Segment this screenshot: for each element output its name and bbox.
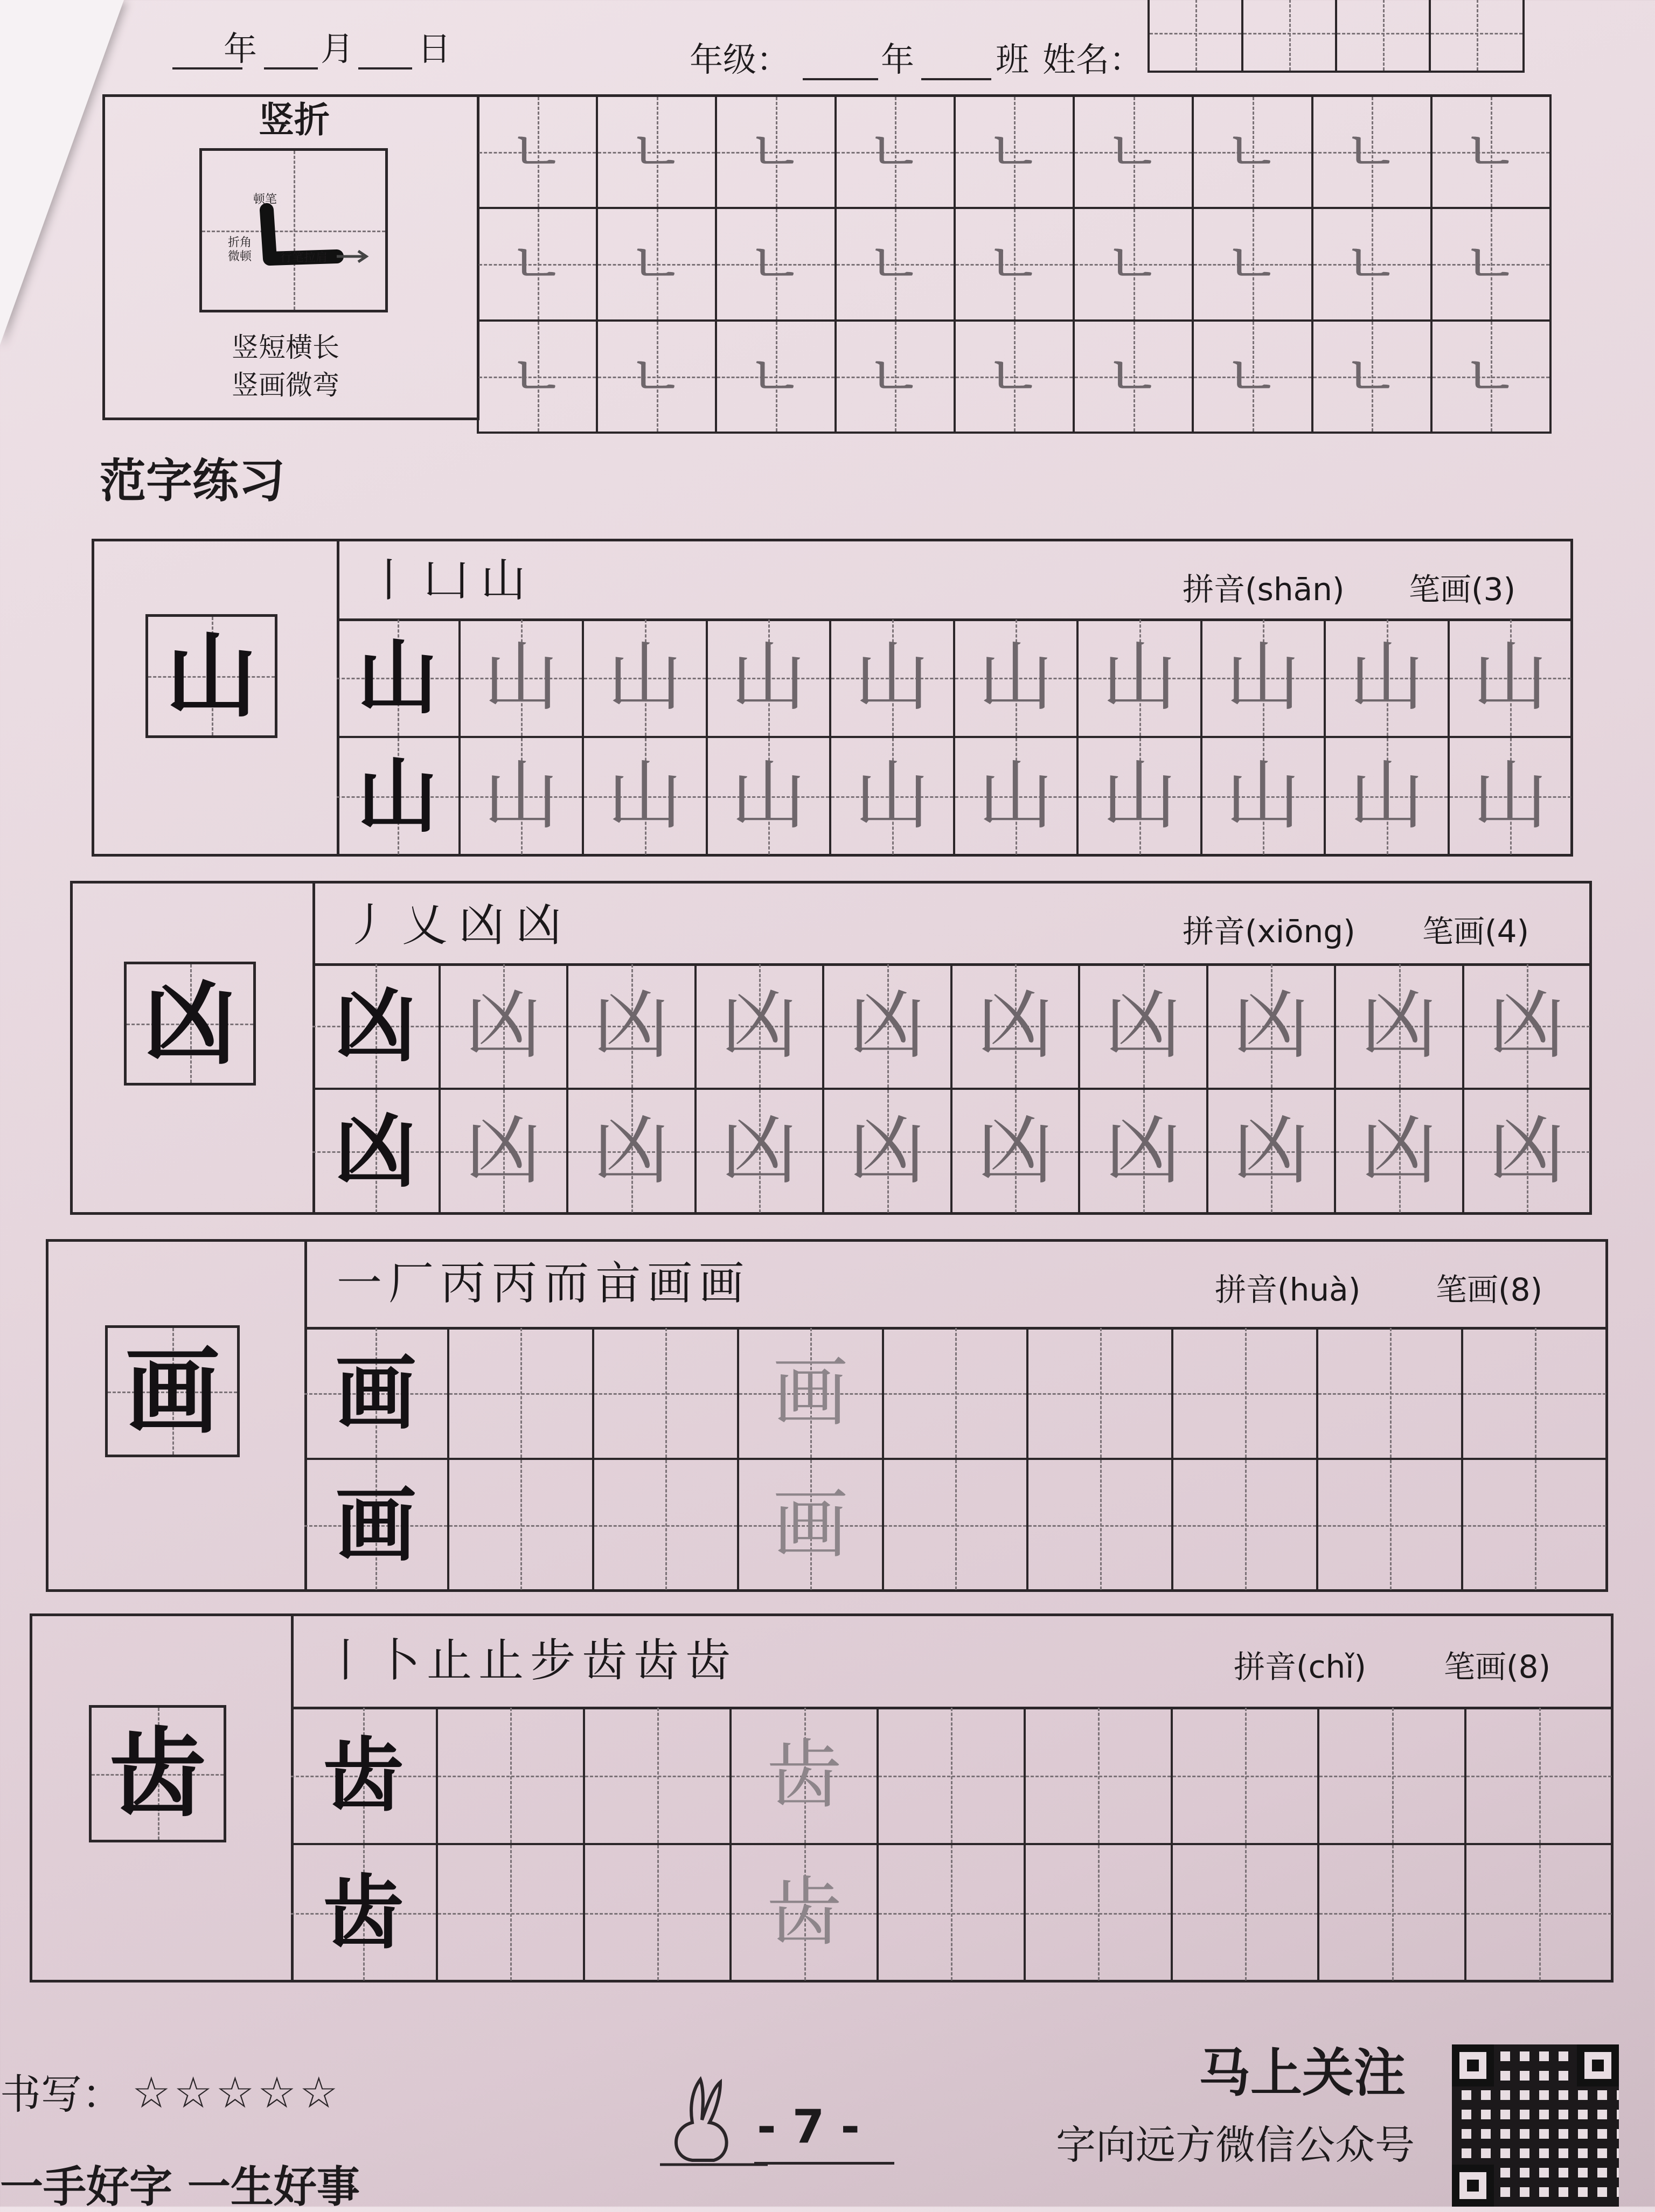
stroke-order-step: 丨 bbox=[323, 1634, 375, 1687]
writing-cell[interactable] bbox=[441, 964, 569, 1090]
stroke-practice-cell[interactable] bbox=[1075, 322, 1194, 434]
writing-cell[interactable] bbox=[1336, 964, 1464, 1090]
grade-year-label: 年 bbox=[881, 40, 915, 79]
writing-cell[interactable] bbox=[441, 1090, 569, 1215]
practice-stroke: ㄴ bbox=[1462, 229, 1520, 299]
writing-cell[interactable] bbox=[584, 620, 708, 738]
practice-stroke: ㄴ bbox=[1223, 117, 1282, 187]
stroke-order-step: 厂 bbox=[388, 1257, 441, 1310]
stroke-order-step: 而 bbox=[544, 1257, 596, 1310]
writing-cell[interactable] bbox=[1450, 738, 1574, 857]
practice-stroke: ㄴ bbox=[1343, 342, 1401, 411]
writing-grid[interactable] bbox=[291, 1708, 1614, 1983]
follow-title: 马上关注 bbox=[1199, 2043, 1406, 2103]
writing-cell[interactable] bbox=[1466, 1845, 1614, 1983]
writing-cell[interactable] bbox=[879, 1845, 1026, 1983]
writing-grid[interactable] bbox=[304, 1328, 1608, 1592]
handwritten-char: 凶 bbox=[1105, 1107, 1181, 1195]
writing-cell[interactable] bbox=[304, 1460, 449, 1592]
writing-cell[interactable] bbox=[449, 1460, 594, 1592]
handwritten-char: 凶 bbox=[1489, 982, 1565, 1070]
writing-cell[interactable] bbox=[697, 1090, 825, 1215]
practice-stroke: ㄴ bbox=[985, 117, 1043, 187]
model-char: 齿 bbox=[323, 1728, 404, 1823]
writing-cell[interactable] bbox=[1079, 620, 1202, 738]
writing-cell[interactable] bbox=[585, 1845, 732, 1983]
writing-cell[interactable] bbox=[568, 964, 697, 1090]
practice-title: 范字练习 bbox=[100, 454, 285, 508]
writing-cell[interactable] bbox=[1319, 1708, 1466, 1845]
practice-stroke: ㄴ bbox=[1104, 229, 1162, 299]
writing-cell[interactable] bbox=[449, 1328, 594, 1460]
name-cell[interactable] bbox=[1150, 0, 1243, 73]
stroke-practice-cell[interactable] bbox=[717, 322, 836, 434]
writing-cell[interactable] bbox=[438, 1845, 585, 1983]
practice-stroke: ㄴ bbox=[1343, 117, 1401, 187]
writing-cell[interactable] bbox=[1336, 1090, 1464, 1215]
stroke-practice-cell[interactable] bbox=[956, 322, 1075, 434]
sample-char-box bbox=[124, 962, 256, 1086]
writing-cell[interactable] bbox=[1326, 738, 1450, 857]
writing-grid[interactable] bbox=[337, 620, 1573, 857]
page-number: - 7 - bbox=[757, 2100, 860, 2154]
handwritten-char: 凶 bbox=[977, 982, 1053, 1070]
writing-cell[interactable] bbox=[708, 738, 832, 857]
sample-char: 凶 bbox=[144, 970, 236, 1077]
stroke-practice-cell[interactable] bbox=[1075, 209, 1194, 321]
writing-cell[interactable] bbox=[1318, 1328, 1463, 1460]
follow-subtitle: 字向远方微信公众号 bbox=[1056, 2122, 1415, 2168]
stroke-order-step: 丨 bbox=[366, 554, 424, 607]
day-label: 日 bbox=[418, 29, 451, 68]
writing-cell[interactable] bbox=[1080, 1090, 1208, 1215]
stroke-practice-cell[interactable] bbox=[479, 322, 598, 434]
practice-stroke: ㄴ bbox=[509, 342, 566, 411]
writing-cell[interactable] bbox=[291, 1708, 438, 1845]
name-label: 姓名： bbox=[1042, 40, 1143, 79]
model-char: 画 bbox=[335, 1477, 416, 1573]
handwritten-char: 山 bbox=[1225, 752, 1301, 840]
stroke-practice-cell[interactable] bbox=[1433, 209, 1552, 321]
model-char: 齿 bbox=[323, 1865, 404, 1960]
handwritten-char: 山 bbox=[483, 752, 559, 840]
writing-cell[interactable] bbox=[1208, 964, 1337, 1090]
practice-stroke: ㄴ bbox=[866, 229, 924, 299]
rabbit-icon bbox=[660, 2069, 768, 2171]
diagram-label-dun: 顿笔 bbox=[253, 193, 277, 206]
writing-cell[interactable] bbox=[831, 738, 955, 857]
handwritten-char: 凶 bbox=[721, 982, 797, 1070]
rating-label: 书写： bbox=[0, 2070, 123, 2118]
page-underline bbox=[754, 2162, 894, 2165]
trace-char: 齿 bbox=[766, 1731, 842, 1819]
slogan: 一手好字 一生好事 bbox=[0, 2162, 360, 2212]
writing-cell[interactable] bbox=[952, 964, 1081, 1090]
writing-cell[interactable] bbox=[1028, 1460, 1173, 1592]
model-char: 山 bbox=[357, 749, 438, 844]
model-char: 山 bbox=[357, 630, 438, 725]
stroke-practice-cell[interactable] bbox=[1194, 322, 1313, 434]
handwritten-char: 凶 bbox=[849, 1107, 925, 1195]
writing-cell[interactable] bbox=[831, 620, 955, 738]
writing-cell[interactable] bbox=[952, 1090, 1081, 1215]
stroke-practice-cell[interactable] bbox=[1313, 97, 1433, 209]
trace-char: 齿 bbox=[766, 1868, 842, 1957]
handwritten-char: 凶 bbox=[465, 982, 541, 1070]
trace-char: 画 bbox=[773, 1348, 849, 1437]
stroke-order-step: 一 bbox=[337, 1257, 389, 1310]
writing-cell[interactable] bbox=[304, 1328, 449, 1460]
name-cell[interactable] bbox=[1243, 0, 1337, 73]
practice-stroke: ㄴ bbox=[985, 342, 1043, 411]
writing-cell[interactable] bbox=[594, 1328, 739, 1460]
stroke-practice-cell[interactable] bbox=[1313, 209, 1433, 321]
writing-cell[interactable] bbox=[1318, 1460, 1463, 1592]
handwritten-char: 凶 bbox=[465, 1107, 541, 1195]
stroke-order-step: 山 bbox=[481, 554, 538, 607]
practice-stroke: ㄴ bbox=[628, 229, 685, 299]
handwritten-char: 凶 bbox=[1233, 1107, 1309, 1195]
writing-cell[interactable] bbox=[1464, 1090, 1593, 1215]
grade-label: 年级： bbox=[690, 40, 790, 79]
writing-cell[interactable] bbox=[1464, 964, 1593, 1090]
stroke-order-step: 止 bbox=[427, 1634, 479, 1687]
writing-cell[interactable] bbox=[955, 620, 1079, 738]
writing-cell[interactable] bbox=[291, 1845, 438, 1983]
stroke-order-step: 齿 bbox=[685, 1634, 738, 1687]
practice-stroke: ㄴ bbox=[509, 117, 566, 187]
month-label: 月 bbox=[321, 29, 354, 68]
stroke-practice-cell[interactable] bbox=[598, 97, 717, 209]
sample-char-box bbox=[105, 1325, 240, 1457]
handwritten-char: 凶 bbox=[1489, 1107, 1565, 1195]
writing-cell[interactable] bbox=[884, 1460, 1029, 1592]
stroke-count-label: 笔画(4) bbox=[1422, 913, 1529, 950]
stroke-order-step: 丿 bbox=[345, 899, 402, 951]
writing-cell[interactable] bbox=[438, 1708, 585, 1845]
handwritten-char: 山 bbox=[1348, 752, 1424, 840]
writing-cell[interactable] bbox=[337, 620, 461, 738]
writing-cell[interactable] bbox=[1208, 1090, 1337, 1215]
practice-stroke: ㄴ bbox=[747, 342, 805, 411]
writing-cell[interactable] bbox=[739, 1328, 884, 1460]
writing-cell[interactable] bbox=[594, 1460, 739, 1592]
stroke-order-step: 齿 bbox=[634, 1634, 686, 1687]
stroke-tip-1: 竖短横长 bbox=[232, 332, 339, 363]
practice-stroke: ㄴ bbox=[985, 229, 1043, 299]
trace-char: 画 bbox=[773, 1480, 849, 1569]
writing-cell[interactable] bbox=[1450, 620, 1574, 738]
pinyin-label: 拼音(chǐ) bbox=[1234, 1648, 1367, 1685]
stroke-order-step: 丙 bbox=[492, 1257, 544, 1310]
writing-cell[interactable] bbox=[337, 738, 461, 857]
qr-finder bbox=[1452, 2044, 1494, 2086]
handwritten-char: 山 bbox=[1348, 634, 1424, 721]
handwritten-char: 山 bbox=[607, 752, 683, 840]
practice-stroke: ㄴ bbox=[1223, 229, 1282, 299]
sample-char-box bbox=[89, 1705, 226, 1842]
writing-cell[interactable] bbox=[1463, 1460, 1608, 1592]
stroke-diagram bbox=[199, 148, 388, 312]
practice-stroke: ㄴ bbox=[747, 117, 805, 187]
writing-cell[interactable] bbox=[732, 1708, 879, 1845]
stroke-order-step: 画 bbox=[647, 1257, 699, 1310]
stroke-practice-cell[interactable] bbox=[956, 97, 1075, 209]
writing-cell[interactable] bbox=[1173, 1845, 1320, 1983]
handwritten-char: 凶 bbox=[1105, 982, 1181, 1070]
stroke-practice-cell[interactable] bbox=[479, 97, 598, 209]
stroke-order-step: 齿 bbox=[582, 1634, 634, 1687]
writing-cell[interactable] bbox=[955, 738, 1079, 857]
writing-cell[interactable] bbox=[312, 1090, 441, 1215]
handwritten-char: 山 bbox=[978, 634, 1054, 721]
writing-cell[interactable] bbox=[568, 1090, 697, 1215]
handwritten-char: 山 bbox=[731, 634, 806, 721]
handwritten-char: 凶 bbox=[721, 1107, 797, 1195]
qr-code[interactable] bbox=[1452, 2044, 1619, 2207]
handwritten-char: 山 bbox=[483, 634, 559, 721]
practice-stroke: ㄴ bbox=[1343, 229, 1401, 299]
handwritten-char: 山 bbox=[1101, 634, 1177, 721]
practice-stroke: ㄴ bbox=[1462, 342, 1520, 411]
sample-char: 画 bbox=[125, 1336, 220, 1446]
model-char: 凶 bbox=[335, 978, 416, 1074]
stroke-practice-cell[interactable] bbox=[479, 209, 598, 321]
handwritten-char: 山 bbox=[1225, 634, 1301, 721]
stroke-title: 竖折 bbox=[259, 99, 330, 141]
writing-cell[interactable] bbox=[1026, 1845, 1173, 1983]
stroke-order bbox=[337, 1257, 751, 1310]
stroke-order-step: 凶 bbox=[459, 899, 517, 951]
handwritten-char: 凶 bbox=[977, 1107, 1053, 1195]
stroke-order-step: 亩 bbox=[595, 1257, 648, 1310]
writing-cell[interactable] bbox=[461, 738, 585, 857]
writing-cell[interactable] bbox=[461, 620, 585, 738]
stroke-practice-cell[interactable] bbox=[837, 322, 956, 434]
sample-char: 山 bbox=[165, 622, 258, 730]
writing-cell[interactable] bbox=[1466, 1708, 1614, 1845]
stroke-practice-cell[interactable] bbox=[1313, 322, 1433, 434]
writing-cell[interactable] bbox=[879, 1708, 1026, 1845]
stroke-practice-cell[interactable] bbox=[717, 97, 836, 209]
stroke-order-step: 凵 bbox=[423, 554, 481, 607]
stroke-order-step: 丙 bbox=[440, 1257, 492, 1310]
stroke-order-step: 画 bbox=[699, 1257, 751, 1310]
pinyin-label: 拼音(shān) bbox=[1183, 571, 1345, 608]
stroke-order bbox=[366, 554, 538, 607]
diagram-label-zhejiao: 折角 bbox=[228, 236, 252, 249]
writing-cell[interactable] bbox=[1173, 1328, 1318, 1460]
stroke-order-step: 步 bbox=[530, 1634, 582, 1687]
handwritten-char: 凶 bbox=[593, 982, 669, 1070]
stroke-practice-cell[interactable] bbox=[717, 209, 836, 321]
model-char: 凶 bbox=[335, 1103, 416, 1199]
practice-stroke: ㄴ bbox=[866, 342, 924, 411]
writing-cell[interactable] bbox=[312, 964, 441, 1090]
diagram-label-weidun: 微顿 bbox=[228, 250, 252, 263]
handwritten-char: 山 bbox=[1101, 752, 1177, 840]
pinyin-label: 拼音(huà) bbox=[1215, 1271, 1361, 1308]
day-blank[interactable] bbox=[358, 67, 412, 69]
stroke-practice-cell[interactable] bbox=[598, 322, 717, 434]
stroke-practice-cell[interactable] bbox=[1075, 97, 1194, 209]
stroke-practice-cell[interactable] bbox=[956, 209, 1075, 321]
handwritten-char: 山 bbox=[854, 752, 930, 840]
practice-stroke: ㄴ bbox=[1104, 342, 1162, 411]
stroke-order-step: 止 bbox=[478, 1634, 531, 1687]
writing-cell[interactable] bbox=[1080, 964, 1208, 1090]
writing-cell[interactable] bbox=[1173, 1460, 1318, 1592]
writing-cell[interactable] bbox=[732, 1845, 879, 1983]
handwritten-char: 凶 bbox=[593, 1107, 669, 1195]
writing-cell[interactable] bbox=[708, 620, 832, 738]
class-blank[interactable] bbox=[921, 78, 991, 80]
handwritten-char: 山 bbox=[731, 752, 806, 840]
writing-cell[interactable] bbox=[1028, 1328, 1173, 1460]
writing-cell[interactable] bbox=[1202, 620, 1326, 738]
handwritten-char: 凶 bbox=[849, 982, 925, 1070]
sample-char-box bbox=[145, 614, 277, 738]
sample-char: 齿 bbox=[109, 1716, 206, 1831]
handwritten-char: 山 bbox=[854, 634, 930, 721]
stroke-order-step: 凶 bbox=[516, 899, 574, 951]
writing-cell[interactable] bbox=[1202, 738, 1326, 857]
handwritten-char: 凶 bbox=[1233, 982, 1309, 1070]
name-cell[interactable] bbox=[1431, 0, 1525, 73]
grade-blank[interactable] bbox=[803, 78, 878, 80]
practice-stroke: ㄴ bbox=[509, 229, 566, 299]
name-cell[interactable] bbox=[1337, 0, 1431, 73]
handwritten-char: 山 bbox=[607, 634, 683, 721]
stroke-practice-cell[interactable] bbox=[598, 209, 717, 321]
vertical-fold-stroke-diagram bbox=[202, 151, 385, 310]
writing-cell[interactable] bbox=[824, 964, 952, 1090]
year-label: 年 bbox=[224, 29, 258, 68]
model-char: 画 bbox=[335, 1345, 416, 1441]
qr-finder bbox=[1577, 2044, 1619, 2086]
stroke-count-label: 笔画(3) bbox=[1409, 571, 1516, 608]
stroke-practice-cell[interactable] bbox=[1433, 97, 1552, 209]
writing-cell[interactable] bbox=[585, 1708, 732, 1845]
handwritten-char: 凶 bbox=[1361, 1107, 1437, 1195]
stroke-practice-cell[interactable] bbox=[1194, 209, 1313, 321]
class-label: 班 bbox=[996, 40, 1030, 79]
handwritten-char: 山 bbox=[978, 752, 1054, 840]
practice-stroke: ㄴ bbox=[747, 229, 805, 299]
stroke-count-label: 笔画(8) bbox=[1444, 1648, 1551, 1685]
stroke-order bbox=[345, 899, 574, 951]
practice-stroke: ㄴ bbox=[866, 117, 924, 187]
practice-stroke: ㄴ bbox=[628, 342, 685, 411]
month-blank[interactable] bbox=[264, 67, 318, 69]
writing-cell[interactable] bbox=[1079, 738, 1202, 857]
writing-cell[interactable] bbox=[1319, 1845, 1466, 1983]
writing-cell[interactable] bbox=[697, 964, 825, 1090]
name-grid[interactable] bbox=[1148, 0, 1525, 73]
stroke-practice-cell[interactable] bbox=[1433, 322, 1552, 434]
writing-cell[interactable] bbox=[584, 738, 708, 857]
writing-cell[interactable] bbox=[1326, 620, 1450, 738]
pinyin-label: 拼音(xiōng) bbox=[1183, 913, 1355, 950]
writing-cell[interactable] bbox=[1463, 1328, 1608, 1460]
qr-finder bbox=[1452, 2165, 1494, 2207]
stroke-practice-cell[interactable] bbox=[837, 97, 956, 209]
practice-stroke: ㄴ bbox=[1462, 117, 1520, 187]
stroke-practice-cell[interactable] bbox=[1194, 97, 1313, 209]
stroke-order-step: 乂 bbox=[402, 899, 460, 951]
stroke-practice-cell[interactable] bbox=[837, 209, 956, 321]
handwritten-char: 山 bbox=[1472, 634, 1548, 721]
stroke-order bbox=[323, 1634, 738, 1687]
handwritten-char: 凶 bbox=[1361, 982, 1437, 1070]
practice-stroke: ㄴ bbox=[1223, 342, 1282, 411]
rating-stars[interactable]: ☆☆☆☆☆ bbox=[132, 2068, 342, 2118]
handwritten-char: 山 bbox=[1472, 752, 1548, 840]
practice-stroke: ㄴ bbox=[1104, 117, 1162, 187]
practice-stroke: ㄴ bbox=[628, 117, 685, 187]
stroke-tip-2: 竖画微弯 bbox=[232, 370, 339, 401]
writing-cell[interactable] bbox=[1026, 1708, 1173, 1845]
writing-cell[interactable] bbox=[1173, 1708, 1320, 1845]
stroke-order-step: 卜 bbox=[375, 1634, 427, 1687]
writing-cell[interactable] bbox=[884, 1328, 1029, 1460]
stroke-count-label: 笔画(8) bbox=[1436, 1271, 1543, 1308]
stroke-practice-grid[interactable] bbox=[477, 94, 1552, 434]
diagram-label-xingbi: 行笔拉肩 bbox=[280, 251, 328, 265]
writing-grid[interactable] bbox=[312, 964, 1592, 1215]
writing-cell[interactable] bbox=[824, 1090, 952, 1215]
writing-cell[interactable] bbox=[739, 1460, 884, 1592]
